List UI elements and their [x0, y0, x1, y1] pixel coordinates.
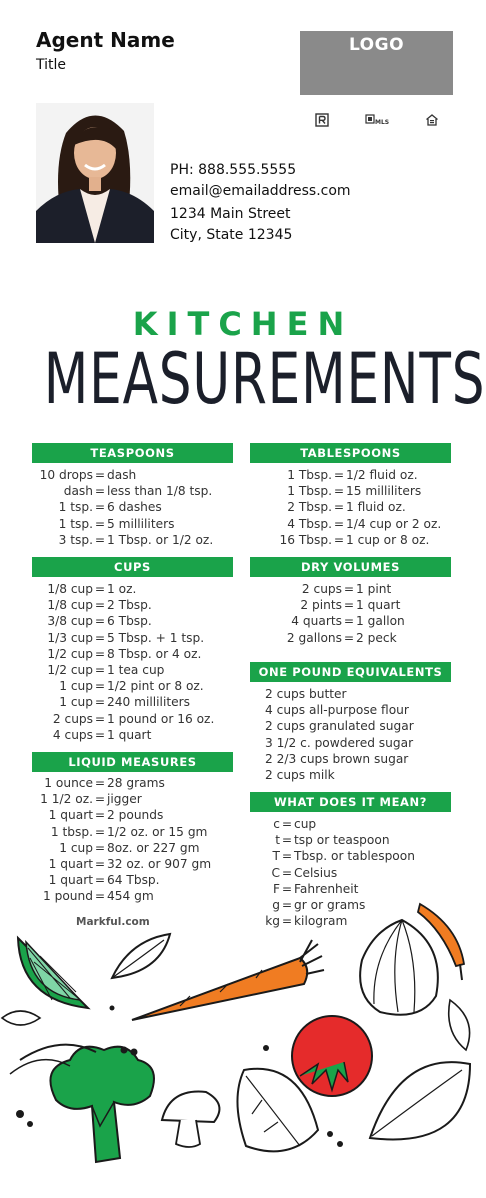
equals-sign: = [94, 468, 106, 482]
row-tablespoons [262, 532, 429, 548]
row-cups [38, 613, 152, 629]
row-tablespoons [262, 499, 406, 515]
row-cups [38, 662, 164, 678]
section-header-what-does-it-mean: WHAT DOES IT MEAN? [250, 792, 451, 812]
row-value: 2 peck [356, 630, 397, 645]
row-value: 454 gm [107, 889, 154, 904]
row-term: 1/2 cup [47, 663, 93, 677]
equals-sign: = [94, 484, 106, 499]
row-cups [38, 646, 201, 662]
row-term: kg [265, 914, 280, 929]
leaf-icon [2, 1011, 40, 1025]
equals-sign: = [94, 500, 106, 515]
logo-text: LOGO [348, 35, 405, 55]
agent-email[interactable]: email@emailaddress.com [170, 183, 351, 199]
equals-sign: = [94, 695, 106, 710]
row-value: 1 fluid oz. [346, 500, 406, 515]
list-item-one-pound: 2 cups granulated sugar [265, 719, 414, 734]
heading-measurements: MEASUREMENTS [43, 338, 486, 420]
row-value: 1/2 fluid oz. [346, 468, 418, 482]
row-cups [38, 581, 136, 597]
realtor-icon [314, 113, 330, 127]
equals-sign: = [333, 468, 345, 482]
row-term: 1/8 cup [47, 582, 93, 596]
row-cups [38, 597, 152, 613]
equals-sign: = [281, 849, 293, 864]
row-teaspoons [38, 499, 162, 515]
list-item-one-pound: 2 cups milk [265, 768, 335, 782]
equals-sign: = [94, 727, 106, 742]
list-item-one-pound: 3 1/2 c. powdered sugar [265, 735, 414, 750]
equals-sign: = [333, 484, 345, 499]
row-term: 1 quart [48, 808, 93, 823]
row-term: 1 tsp. [58, 500, 93, 515]
row-value: 5 milliliters [107, 516, 175, 531]
row-value: kilogram [294, 914, 348, 929]
row-value: 1 quart [107, 727, 152, 742]
row-value: dash [107, 468, 137, 482]
row-term: 1 cup [59, 695, 93, 710]
row-value: 1/4 cup or 2 oz. [346, 516, 442, 531]
row-value: 28 grams [107, 776, 165, 790]
row-value: tsp or teaspoon [294, 833, 390, 848]
row-teaspoons [38, 532, 213, 548]
equals-sign: = [94, 873, 106, 888]
row-value: 64 Tbsp. [107, 873, 160, 888]
section-header-teaspoons: TEASPOONS [32, 443, 233, 463]
row-value: 1 quart [356, 598, 401, 613]
section-header-cups: CUPS [32, 557, 233, 577]
equals-sign: = [94, 711, 106, 726]
row-value: cup [294, 817, 317, 831]
row-value: 15 milliliters [346, 484, 422, 499]
row-term: 1 ounce [44, 776, 93, 790]
equals-sign: = [94, 889, 106, 904]
equals-sign: = [281, 817, 293, 831]
equals-sign: = [333, 532, 345, 547]
section-header-dry-volumes: DRY VOLUMES [250, 557, 451, 577]
row-value: 5 Tbsp. + 1 tsp. [107, 630, 205, 645]
equals-sign: = [281, 865, 293, 880]
list-item-one-pound: 4 cups all-purpose flour [265, 703, 409, 718]
equals-sign: = [94, 679, 106, 694]
row-value: 1 tea cup [107, 663, 165, 677]
row-value: 1 Tbsp. or 1/2 oz. [107, 532, 214, 547]
agent-name: Agent Name [36, 28, 175, 52]
row-cups [38, 678, 204, 694]
row-cups [38, 711, 214, 727]
agent-photo [36, 103, 154, 243]
row-cups [38, 694, 190, 710]
row-term: F [272, 881, 280, 896]
equals-sign: = [343, 582, 355, 596]
equals-sign: = [343, 630, 355, 645]
row-liquid-measures [38, 872, 160, 888]
row-value: Fahrenheit [294, 881, 359, 896]
row-value: 8oz. or 227 gm [107, 840, 200, 855]
row-term: 4 quarts [291, 614, 342, 629]
row-value: 1/2 oz. or 15 gm [107, 824, 208, 839]
row-term: g [272, 898, 280, 912]
row-term: 1 quart [48, 873, 93, 888]
equals-sign: = [94, 598, 106, 613]
row-term: 3/8 cup [47, 614, 93, 629]
equals-sign: = [94, 808, 106, 823]
row-what-does-it-mean [260, 881, 358, 897]
row-liquid-measures [38, 775, 165, 791]
equals-sign: = [281, 914, 293, 929]
row-dry-volumes [270, 613, 405, 629]
row-term: 1/2 cup [47, 646, 93, 661]
equals-sign: = [333, 516, 345, 531]
row-value: 6 dashes [107, 500, 162, 515]
equals-sign: = [281, 898, 293, 912]
greens-icon [370, 1000, 470, 1139]
row-value: Celsius [294, 865, 338, 880]
row-value: 1/2 pint or 8 oz. [107, 679, 204, 694]
row-liquid-measures [38, 856, 211, 872]
row-term: 16 Tbsp. [279, 532, 332, 547]
section-header-tablespoons: TABLESPOONS [250, 443, 451, 463]
row-cups [38, 630, 204, 646]
row-liquid-measures [38, 791, 142, 807]
equals-sign: = [94, 776, 106, 790]
row-term: 1 Tbsp. [287, 468, 332, 482]
footer-brand: Markful.com [76, 916, 150, 928]
equals-sign: = [281, 833, 293, 848]
equals-sign: = [94, 532, 106, 547]
row-term: 1 cup [59, 840, 93, 855]
row-teaspoons [38, 483, 212, 499]
row-dry-volumes [270, 597, 400, 613]
row-what-does-it-mean [260, 832, 390, 848]
row-term: 1/8 cup [47, 598, 93, 613]
row-tablespoons [262, 516, 441, 532]
row-value: gr or grams [294, 898, 366, 912]
row-term: 1 quart [48, 857, 93, 871]
vegetable-illustration [0, 900, 486, 1198]
row-term: 1 tsp. [58, 516, 93, 531]
row-value: 2 Tbsp. [107, 598, 152, 613]
row-term: 4 cups [52, 727, 93, 742]
equals-sign: = [94, 646, 106, 661]
row-value: 1 gallon [356, 614, 405, 629]
heading-kitchen: KITCHEN [132, 305, 354, 343]
row-value: 1 pint [356, 582, 392, 596]
agent-title: Title [36, 57, 67, 73]
mushroom-icon [162, 1092, 219, 1147]
equals-sign: = [94, 614, 106, 629]
section-header-one-pound-equivalents: ONE POUND EQUIVALENTS [250, 662, 451, 682]
row-value: 240 milliliters [107, 695, 190, 710]
equals-sign: = [343, 598, 355, 613]
row-term: dash [63, 484, 93, 499]
equals-sign: = [343, 614, 355, 629]
row-term: 1 tbsp. [50, 824, 93, 839]
equals-sign: = [333, 500, 345, 515]
equals-sign: = [94, 516, 106, 531]
row-term: 3 tsp. [58, 532, 93, 547]
row-value: 1 oz. [107, 582, 137, 596]
row-tablespoons [262, 467, 418, 483]
row-tablespoons [262, 483, 421, 499]
row-term: t [275, 833, 280, 848]
row-value: jigger [107, 792, 142, 807]
row-term: 1 cup [59, 679, 93, 694]
row-term: C [271, 865, 280, 880]
row-value: 2 pounds [107, 808, 164, 823]
row-term: c [273, 817, 280, 831]
row-dry-volumes [270, 581, 391, 597]
agent-phone: PH: 888.555.5555 [170, 162, 297, 178]
row-term: 2 gallons [286, 630, 342, 645]
onion-icon [360, 920, 438, 1015]
row-term: 4 Tbsp. [287, 516, 332, 531]
row-value: less than 1/8 tsp. [107, 484, 213, 499]
row-term: 1 pound [42, 889, 93, 904]
row-what-does-it-mean [260, 816, 316, 832]
row-value: 1 pound or 16 oz. [107, 711, 215, 726]
row-term: 1 Tbsp. [287, 484, 332, 499]
row-value: 32 oz. or 907 gm [107, 857, 212, 871]
logo-placeholder [300, 31, 453, 95]
mls-icon [365, 113, 389, 127]
row-cups [38, 727, 151, 743]
row-value: Tbsp. or tablespoon [294, 849, 415, 864]
equals-sign: = [94, 824, 106, 839]
row-teaspoons [38, 467, 136, 483]
row-value: 1 cup or 8 oz. [346, 532, 430, 547]
equals-sign: = [94, 840, 106, 855]
row-dry-volumes [270, 630, 397, 646]
tomato-icon [292, 1016, 372, 1096]
equal-housing-icon [424, 113, 440, 127]
row-term: 2 cups [301, 582, 342, 596]
row-liquid-measures [38, 840, 199, 856]
agent-address-line2: City, State 12345 [170, 227, 293, 243]
row-liquid-measures [38, 807, 163, 823]
lime-icon [18, 938, 88, 1008]
row-liquid-measures [38, 824, 207, 840]
list-item-one-pound: 2 cups butter [265, 687, 347, 701]
row-value: 6 Tbsp. [107, 614, 152, 629]
row-term: 1 1/2 oz. [40, 792, 93, 807]
equals-sign: = [94, 630, 106, 645]
row-teaspoons [38, 516, 174, 532]
equals-sign: = [94, 663, 106, 677]
svg-text:MLS: MLS [375, 119, 389, 126]
row-term: 1/3 cup [47, 630, 93, 645]
section-header-liquid-measures: LIQUID MEASURES [32, 752, 233, 772]
row-term: 2 pints [300, 598, 342, 613]
row-term: 2 Tbsp. [287, 500, 332, 515]
equals-sign: = [94, 582, 106, 596]
row-value: 8 Tbsp. or 4 oz. [107, 646, 202, 661]
row-what-does-it-mean [260, 848, 415, 864]
row-what-does-it-mean [260, 865, 337, 881]
row-term: 2 cups [52, 711, 93, 726]
equals-sign: = [94, 857, 106, 871]
leaf-icon [112, 934, 170, 978]
equals-sign: = [281, 881, 293, 896]
list-item-one-pound: 2 2/3 cups brown sugar [265, 751, 409, 766]
row-term: 10 drops [39, 468, 93, 482]
equals-sign: = [94, 792, 106, 807]
row-term: T [272, 849, 280, 864]
agent-address-line1: 1234 Main Street [170, 206, 291, 222]
